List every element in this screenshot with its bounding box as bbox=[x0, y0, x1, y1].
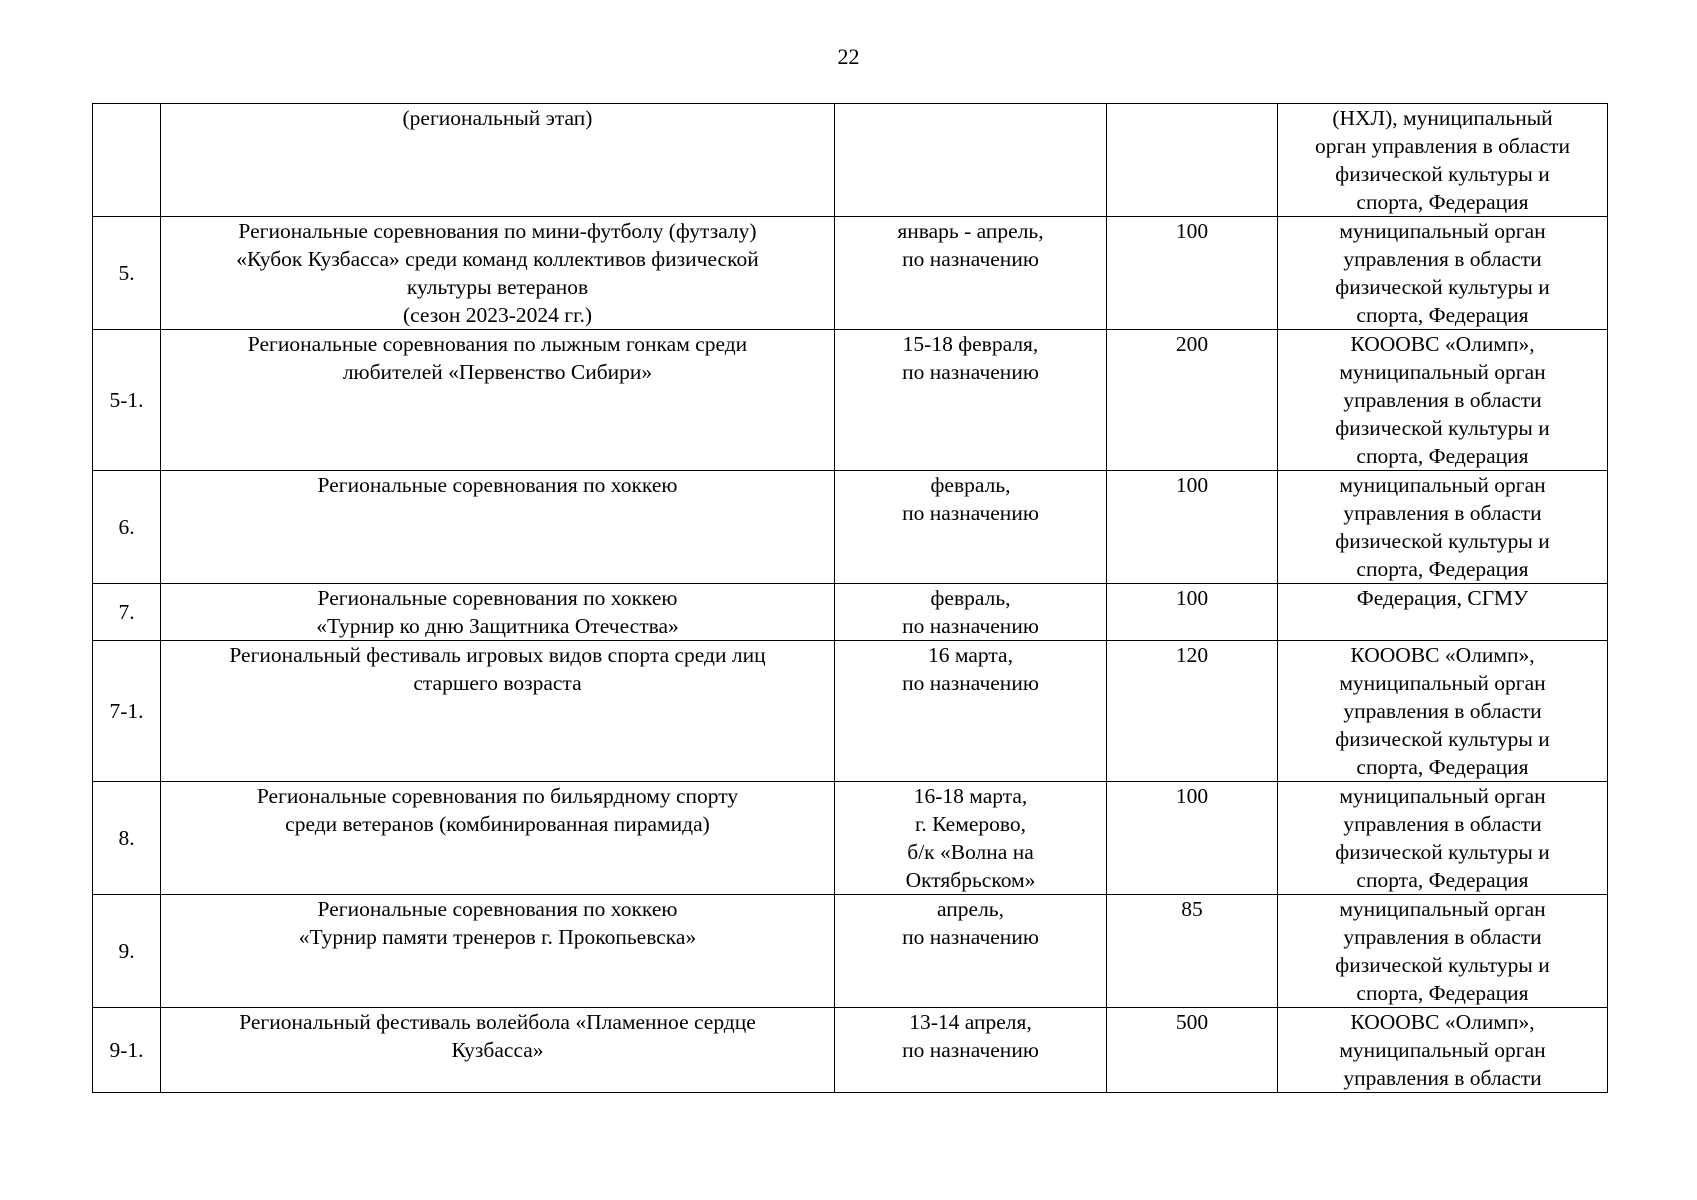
row-number bbox=[93, 104, 161, 217]
event-name-line: Региональные соревнования по мини-футболу (футзалу) bbox=[238, 219, 757, 243]
organizers-line: управления в области bbox=[1343, 925, 1542, 949]
event-name-line: старшего возраста bbox=[413, 671, 582, 695]
event-name-line: Региональные соревнования по бильярдному спорту bbox=[256, 784, 739, 808]
organizers-line: физической культуры и bbox=[1335, 953, 1550, 977]
participants-cell: 100 bbox=[1107, 782, 1278, 895]
events-table-body bbox=[93, 104, 1608, 1093]
participants-cell: 100 bbox=[1107, 471, 1278, 584]
organizers-cell bbox=[1278, 895, 1608, 1008]
participants-cell bbox=[1107, 104, 1278, 217]
table-row bbox=[93, 641, 1608, 782]
organizers-line: КОООВС «Олимп», bbox=[1350, 332, 1535, 356]
table-row bbox=[93, 1008, 1608, 1093]
row-number: 7-1. bbox=[93, 641, 161, 782]
organizers-line: физической культуры и bbox=[1335, 162, 1550, 186]
event-name-line: «Турнир ко дню Защитника Отечества» bbox=[316, 614, 679, 638]
participants-cell: 500 bbox=[1107, 1008, 1278, 1093]
event-date-line: февраль, bbox=[930, 473, 1011, 497]
organizers-line: муниципальный орган bbox=[1339, 1038, 1546, 1062]
event-date-line: январь - апрель, bbox=[897, 219, 1044, 243]
table-row bbox=[93, 217, 1608, 330]
event-name-line: (сезон 2023-2024 гг.) bbox=[402, 303, 593, 327]
organizers-cell bbox=[1278, 641, 1608, 782]
organizers-line: физической культуры и bbox=[1335, 840, 1550, 864]
event-date-cell bbox=[835, 217, 1107, 330]
event-name-cell bbox=[161, 1008, 835, 1093]
organizers-line: Федерация, СГМУ bbox=[1356, 586, 1529, 610]
event-name-line: Региональные соревнования по хоккею bbox=[317, 586, 678, 610]
organizers-line: муниципальный орган bbox=[1339, 219, 1546, 243]
event-date-line: апрель, bbox=[937, 897, 1004, 921]
organizers-line: муниципальный орган bbox=[1339, 671, 1546, 695]
organizers-line: КОООВС «Олимп», bbox=[1350, 643, 1535, 667]
participants-cell: 85 bbox=[1107, 895, 1278, 1008]
event-date-line: по назначению bbox=[902, 501, 1039, 525]
event-date-line: по назначению bbox=[902, 671, 1039, 695]
event-date-cell bbox=[835, 584, 1107, 641]
event-date-line: февраль, bbox=[930, 586, 1011, 610]
organizers-line: муниципальный орган bbox=[1339, 360, 1546, 384]
participants-cell: 120 bbox=[1107, 641, 1278, 782]
event-name-line: Региональные соревнования по хоккею bbox=[317, 897, 678, 921]
event-name-cell bbox=[161, 641, 835, 782]
organizers-cell bbox=[1278, 104, 1608, 217]
organizers-line: спорта, Федерация bbox=[1356, 557, 1529, 581]
event-name-cell bbox=[161, 782, 835, 895]
event-date-line: по назначению bbox=[902, 925, 1039, 949]
organizers-line: орган управления в области bbox=[1314, 134, 1571, 158]
event-date-cell bbox=[835, 330, 1107, 471]
row-number: 7. bbox=[93, 584, 161, 641]
event-date-line: г. Кемерово, bbox=[915, 812, 1026, 836]
organizers-cell bbox=[1278, 217, 1608, 330]
event-date-line: по назначению bbox=[902, 360, 1039, 384]
event-name-line: культуры ветеранов bbox=[406, 275, 589, 299]
row-number: 9-1. bbox=[93, 1008, 161, 1093]
event-date-cell bbox=[835, 641, 1107, 782]
event-name-cell bbox=[161, 584, 835, 641]
event-name-line: «Турнир памяти тренеров г. Прокопьевска» bbox=[298, 925, 697, 949]
event-name-line: (региональный этап) bbox=[402, 106, 593, 130]
event-date-cell bbox=[835, 895, 1107, 1008]
row-number: 6. bbox=[93, 471, 161, 584]
organizers-line: спорта, Федерация bbox=[1356, 755, 1529, 779]
participants-cell: 200 bbox=[1107, 330, 1278, 471]
organizers-cell bbox=[1278, 584, 1608, 641]
event-name-cell bbox=[161, 471, 835, 584]
event-date-cell bbox=[835, 471, 1107, 584]
table-row bbox=[93, 584, 1608, 641]
row-number: 5-1. bbox=[93, 330, 161, 471]
event-name-cell bbox=[161, 895, 835, 1008]
organizers-line: физической культуры и bbox=[1335, 529, 1550, 553]
organizers-cell bbox=[1278, 782, 1608, 895]
event-name-line: Кузбасса» bbox=[451, 1038, 544, 1062]
organizers-line: КОООВС «Олимп», bbox=[1350, 1010, 1535, 1034]
event-date-line: по назначению bbox=[902, 247, 1039, 271]
organizers-line: спорта, Федерация bbox=[1356, 981, 1529, 1005]
organizers-line: физической культуры и bbox=[1335, 416, 1550, 440]
participants-cell: 100 bbox=[1107, 584, 1278, 641]
event-date-cell bbox=[835, 782, 1107, 895]
event-name-line: «Кубок Кузбасса» среди команд коллективов физической bbox=[236, 247, 759, 271]
organizers-cell bbox=[1278, 330, 1608, 471]
event-name-line: Региональный фестиваль волейбола «Пламенное сердце bbox=[239, 1010, 756, 1034]
event-date-line: 13-14 апреля, bbox=[909, 1010, 1032, 1034]
event-name-line: Региональный фестиваль игровых видов спорта среди лиц bbox=[229, 643, 766, 667]
organizers-line: управления в области bbox=[1343, 247, 1542, 271]
event-date-cell bbox=[835, 1008, 1107, 1093]
row-number: 8. bbox=[93, 782, 161, 895]
organizers-line: управления в области bbox=[1343, 812, 1542, 836]
event-date-line: Октябрьском» bbox=[905, 868, 1036, 892]
event-name-line: среди ветеранов (комбинированная пирамида) bbox=[285, 812, 710, 836]
participants-cell: 100 bbox=[1107, 217, 1278, 330]
table-row bbox=[93, 330, 1608, 471]
event-date-cell bbox=[835, 104, 1107, 217]
organizers-line: муниципальный орган bbox=[1339, 473, 1546, 497]
event-name-line: Региональные соревнования по лыжным гонкам среди bbox=[247, 332, 748, 356]
events-table bbox=[92, 103, 1608, 1093]
event-name-cell bbox=[161, 104, 835, 217]
organizers-line: управления в области bbox=[1343, 388, 1542, 412]
event-date-line: 15-18 февраля, bbox=[902, 332, 1039, 356]
organizers-line: спорта, Федерация bbox=[1356, 303, 1529, 327]
table-row bbox=[93, 471, 1608, 584]
event-date-line: по назначению bbox=[902, 614, 1039, 638]
organizers-line: спорта, Федерация bbox=[1356, 444, 1529, 468]
table-row bbox=[93, 895, 1608, 1008]
organizers-line: управления в области bbox=[1343, 501, 1542, 525]
row-number: 5. bbox=[93, 217, 161, 330]
organizers-line: муниципальный орган bbox=[1339, 784, 1546, 808]
event-date-line: по назначению bbox=[902, 1038, 1039, 1062]
row-number: 9. bbox=[93, 895, 161, 1008]
event-name-cell bbox=[161, 330, 835, 471]
page-number: 22 bbox=[837, 44, 860, 69]
organizers-cell bbox=[1278, 471, 1608, 584]
event-date-line: 16-18 марта, bbox=[913, 784, 1028, 808]
organizers-line: (НХЛ), муниципальный bbox=[1332, 106, 1553, 130]
organizers-line: физической культуры и bbox=[1335, 727, 1550, 751]
organizers-line: управления в области bbox=[1343, 1066, 1542, 1090]
organizers-line: управления в области bbox=[1343, 699, 1542, 723]
organizers-line: физической культуры и bbox=[1335, 275, 1550, 299]
event-name-line: любителей «Первенство Сибири» bbox=[342, 360, 653, 384]
table-row bbox=[93, 782, 1608, 895]
organizers-line: спорта, Федерация bbox=[1356, 868, 1529, 892]
table-row bbox=[93, 104, 1608, 217]
event-name-line: Региональные соревнования по хоккею bbox=[317, 473, 678, 497]
event-name-cell bbox=[161, 217, 835, 330]
event-date-line: 16 марта, bbox=[928, 643, 1013, 667]
event-date-line: б/к «Волна на bbox=[907, 840, 1034, 864]
organizers-cell bbox=[1278, 1008, 1608, 1093]
organizers-line: муниципальный орган bbox=[1339, 897, 1546, 921]
organizers-line: спорта, Федерация bbox=[1356, 190, 1529, 214]
